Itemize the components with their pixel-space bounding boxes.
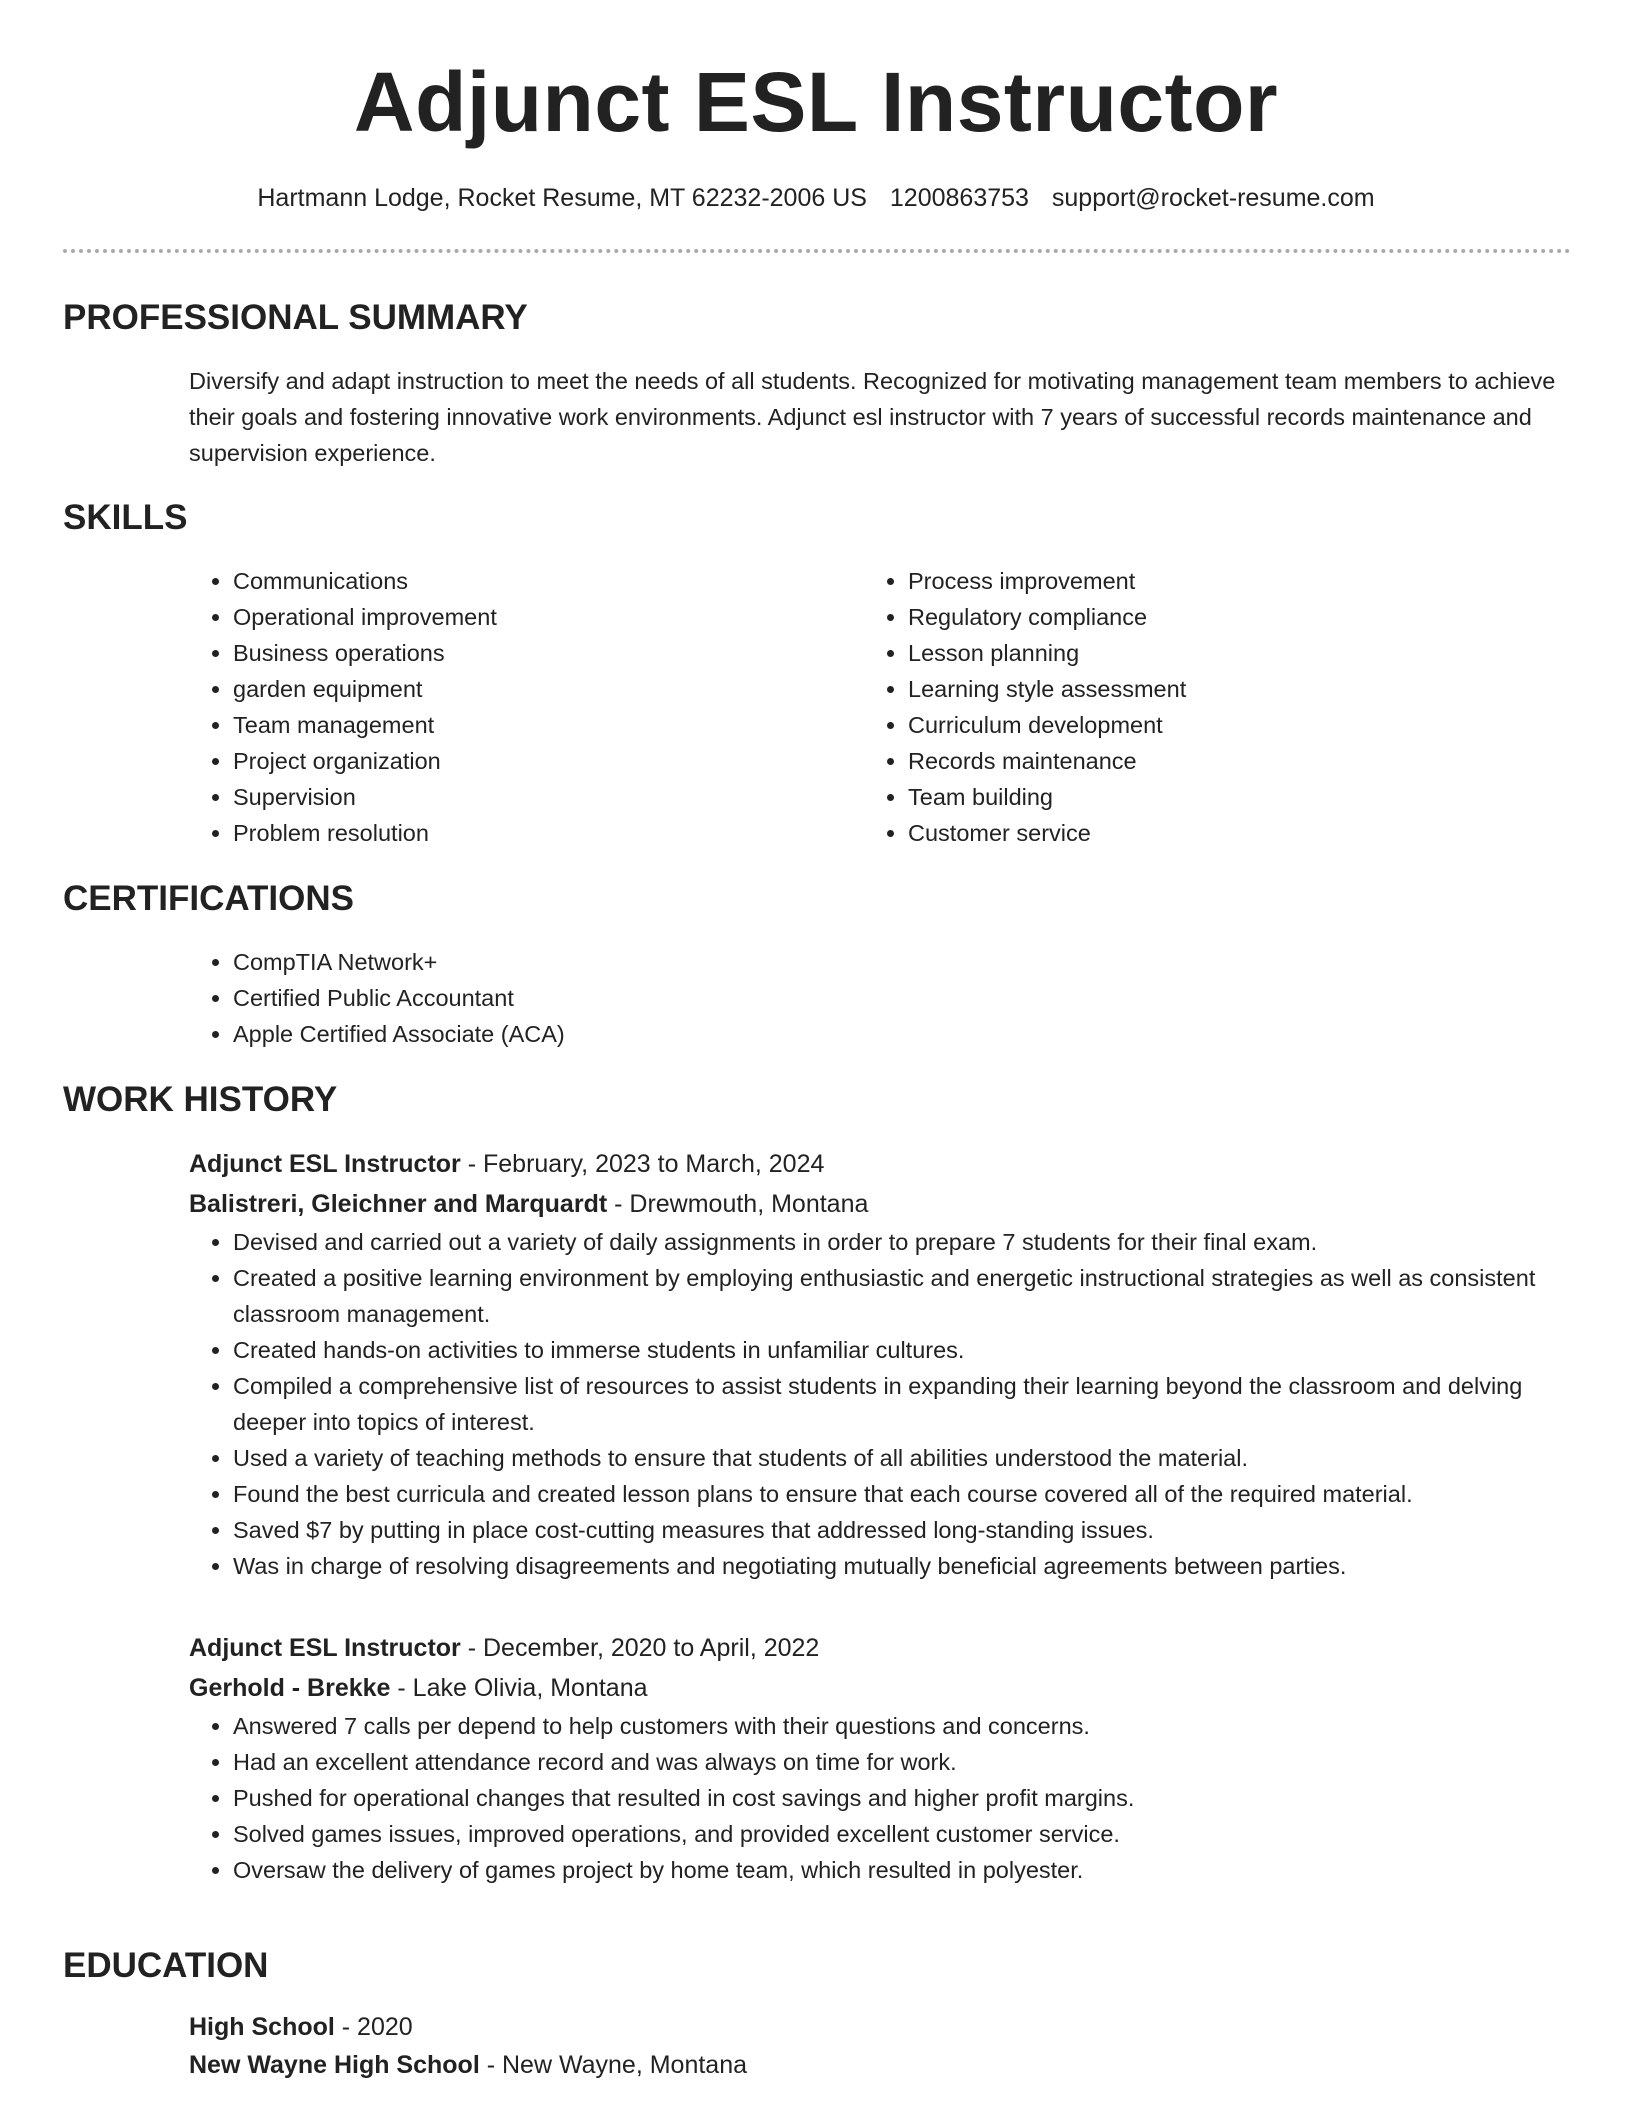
contact-line [0,180,1632,216]
job-company: Balistreri, Gleichner and Marquardt [189,1190,608,1218]
contact-address: Hartmann Lodge, Rocket Resume, MT 62232-2006 US [257,184,867,212]
education-school-line [189,2046,1569,2084]
education-degree-line [189,2008,1569,2046]
duty-item: • Saved $7 by putting in place cost-cutting measures that addressed long-standing issues. [233,1512,1569,1548]
duty-item: • Oversaw the delivery of games project by home team, which resulted in polyester. [233,1852,1569,1888]
skill-item: • Lesson planning [908,635,1484,671]
certifications-heading: CERTIFICATIONS [63,879,355,918]
duty-item: • Answered 7 calls per depend to help customers with their questions and concerns. [233,1708,1569,1744]
job-duties [189,1224,1569,1584]
duty-item: • Devised and carried out a variety of daily assignments in order to prepare 7 students for their final exam. [233,1224,1569,1260]
job-dates: - February, 2023 to March, 2024 [460,1150,825,1178]
certification-item: • Certified Public Accountant [233,980,1569,1016]
skills-right-column [864,563,1484,851]
skill-item: • Team management [233,707,809,743]
skill-item: • Curriculum development [908,707,1484,743]
job-entry [189,1144,1569,1584]
skill-item: • Operational improvement [233,599,809,635]
resume-name: Adjunct ESL Instructor [353,55,1279,149]
duty-item: • Solved games issues, improved operations, and provided excellent customer service. [233,1816,1569,1852]
contact-email[interactable]: support@rocket-resume.com [1051,184,1375,212]
duty-item: • Used a variety of teaching methods to ensure that students of all abilities understood the material. [233,1440,1569,1476]
job-entry [189,1628,1569,1888]
header-divider [63,249,1571,253]
job-company: Gerhold - Brekke [189,1674,391,1702]
work-history-heading: WORK HISTORY [63,1080,338,1119]
skill-item: • Business operations [233,635,809,671]
skill-item: • Process improvement [908,563,1484,599]
summary-heading: PROFESSIONAL SUMMARY [63,298,528,337]
skill-item: • Records maintenance [908,743,1484,779]
duty-item: • Found the best curricula and created lesson plans to ensure that each course covered all of the required material. [233,1476,1569,1512]
contact-phone: 1200863753 [889,184,1029,212]
duty-item: • Was in charge of resolving disagreements and negotiating mutually beneficial agreements between parties. [233,1548,1569,1584]
duty-item: • Created hands-on activities to immerse students in unfamiliar cultures. [233,1332,1569,1368]
job-duties [189,1708,1569,1888]
job-location: - Drewmouth, Montana [607,1190,869,1218]
certifications-section [189,944,1569,1052]
education-school: New Wayne High School [189,2051,480,2079]
education-entry [189,2008,1569,2084]
job-company-line [189,1668,1569,1708]
duty-item: • Compiled a comprehensive list of resources to assist students in expanding their learning beyond the classroom and delving deeper into topics of interest. [233,1368,1569,1440]
skill-item: • Team building [908,779,1484,815]
job-company-line [189,1184,1569,1224]
job-title-line [189,1628,1569,1668]
skill-item: • Communications [233,563,809,599]
education-year: - 2020 [334,2013,413,2041]
job-role: Adjunct ESL Instructor [189,1150,461,1178]
education-location: - New Wayne, Montana [479,2051,748,2079]
certification-item: • Apple Certified Associate (ACA) [233,1016,1569,1052]
skill-item: • garden equipment [233,671,809,707]
skill-item: • Supervision [233,779,809,815]
job-dates: - December, 2020 to April, 2022 [460,1634,820,1662]
job-role: Adjunct ESL Instructor [189,1634,461,1662]
skill-item: • Regulatory compliance [908,599,1484,635]
skills-heading: SKILLS [63,498,188,537]
skill-item: • Project organization [233,743,809,779]
certification-item: • CompTIA Network+ [233,944,1569,980]
duty-item: • Created a positive learning environment by employing enthusiastic and energetic instructional strategies as well as consistent classroom management. [233,1260,1569,1332]
skill-item: • Problem resolution [233,815,809,851]
education-degree: High School [189,2013,335,2041]
duty-item: • Pushed for operational changes that resulted in cost savings and higher profit margins. [233,1780,1569,1816]
duty-item: • Had an excellent attendance record and was always on time for work. [233,1744,1569,1780]
skills-left-column [189,563,809,851]
summary-text: Diversify and adapt instruction to meet the needs of all students. Recognized for motivating management team members to achieve their goals and fostering innovative work environments. Adjunct esl instructor with 7 years of successful records maintenance and supervision experience. [189,368,1556,466]
job-location: - Lake Olivia, Montana [390,1674,648,1702]
job-title-line [189,1144,1569,1184]
summary-section [189,363,1569,471]
skill-item: • Learning style assessment [908,671,1484,707]
skill-item: • Customer service [908,815,1484,851]
education-heading: EDUCATION [63,1946,269,1985]
